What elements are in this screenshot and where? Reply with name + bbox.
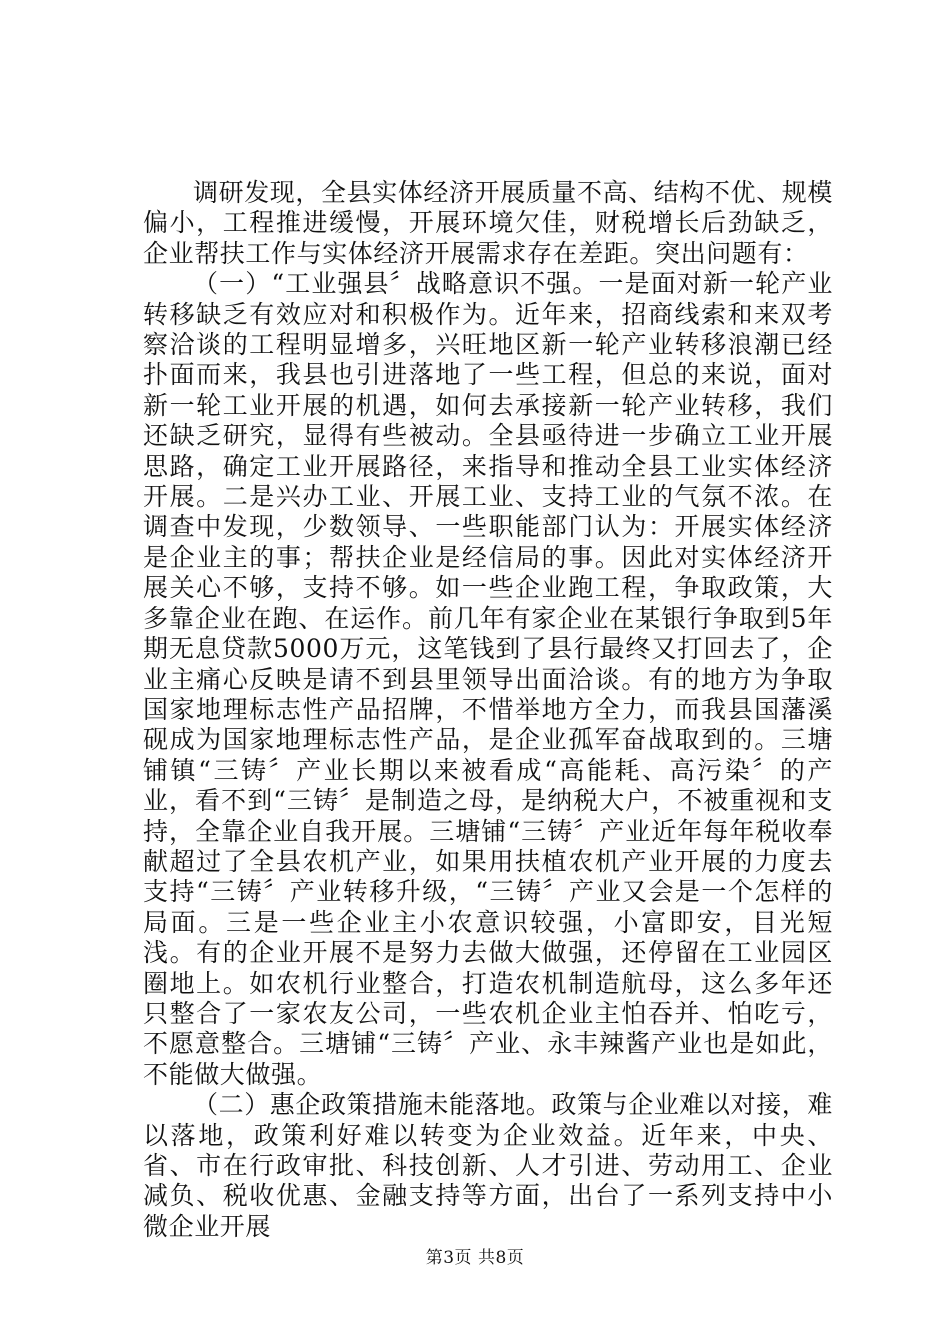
page-footer <box>0 1248 950 1268</box>
paragraph-intro: 调研发现，全县实体经济开展质量不高、结构不优、规模偏小，工程推进缓慢，开展环境欠佳，财税增长后劲缺乏，企业帮扶工作与实体经济开展需求存在差距。突出问题有： <box>143 178 834 268</box>
document-body <box>143 178 833 1242</box>
paragraph-section-2: （二）惠企政策措施未能落地。政策与企业难以对接，难以落地，政策利好难以转变为企业效益。近年来，中央、省、市在行政审批、科技创新、人才引进、劳动用工、企业减负、税收优惠、金融支持等方面，出台了一系列支持中小微企业开展 <box>143 1090 834 1241</box>
page-number-indicator: 第3页 共8页 <box>425 1248 525 1268</box>
paragraph-section-1: （一）“工业强县〞战略意识不强。一是面对新一轮产业转移缺乏有效应对和积极作为。近年来，招商线索和来双考察洽谈的工程明显增多，兴旺地区新一轮产业转移浪潮已经扑面而来，我县也引进落地了一些工程，但总的来说，面对新一轮工业开展的机遇，如何去承接新一轮产业转移，我们还缺乏研究，显得有些被动。全县亟待进一步确立工业开展思路，确定工业开展路径，来指导和推动全县工业实体经济开展。二是兴办工业、开展工业、支持工业的气氛不浓。在调查中发现，少数领导、一些职能部门认为：开展实体经济是企业主的事；帮扶企业是经信局的事。因此对实体经济开展关心不够，支持不够。如一些企业跑工程，争取政策，大多靠企业在跑、在运作。前几年有家企业在某银行争取到5年期无息贷款5000万元，这笔钱到了县行最终又打回去了，企业主痛心反映是请不到县里领导出面洽谈。有的地方为争取国家地理标志性产品招牌，不惜举地方全力，而我县国藩溪砚成为国家地理标志性产品，是企业孤军奋战取到的。三塘铺镇“三铸〞产业长期以来被看成“高能耗、高污染〞的产业，看不到“三铸〞是制造之母，是纳税大户，不被重视和支持，全靠企业自我开展。三塘铺“三铸〞产业近年每年税收奉献超过了全县农机产业，如果用扶植农机产业开展的力度去支持“三铸〞产业转移升级，“三铸〞产业又会是一个怎样的局面。三是一些企业主小农意识较强，小富即安，目光短浅。有的企业开展不是努力去做大做强，还停留在工业园区圈地上。如农机行业整合，打造农机制造航母，这么多年还只整合了一家农友公司，一些农机企业主怕吞并、怕吃亏，不愿意整合。三塘铺“三铸〞产业、永丰辣酱产业也是如此，不能做大做强。 <box>143 269 833 1089</box>
